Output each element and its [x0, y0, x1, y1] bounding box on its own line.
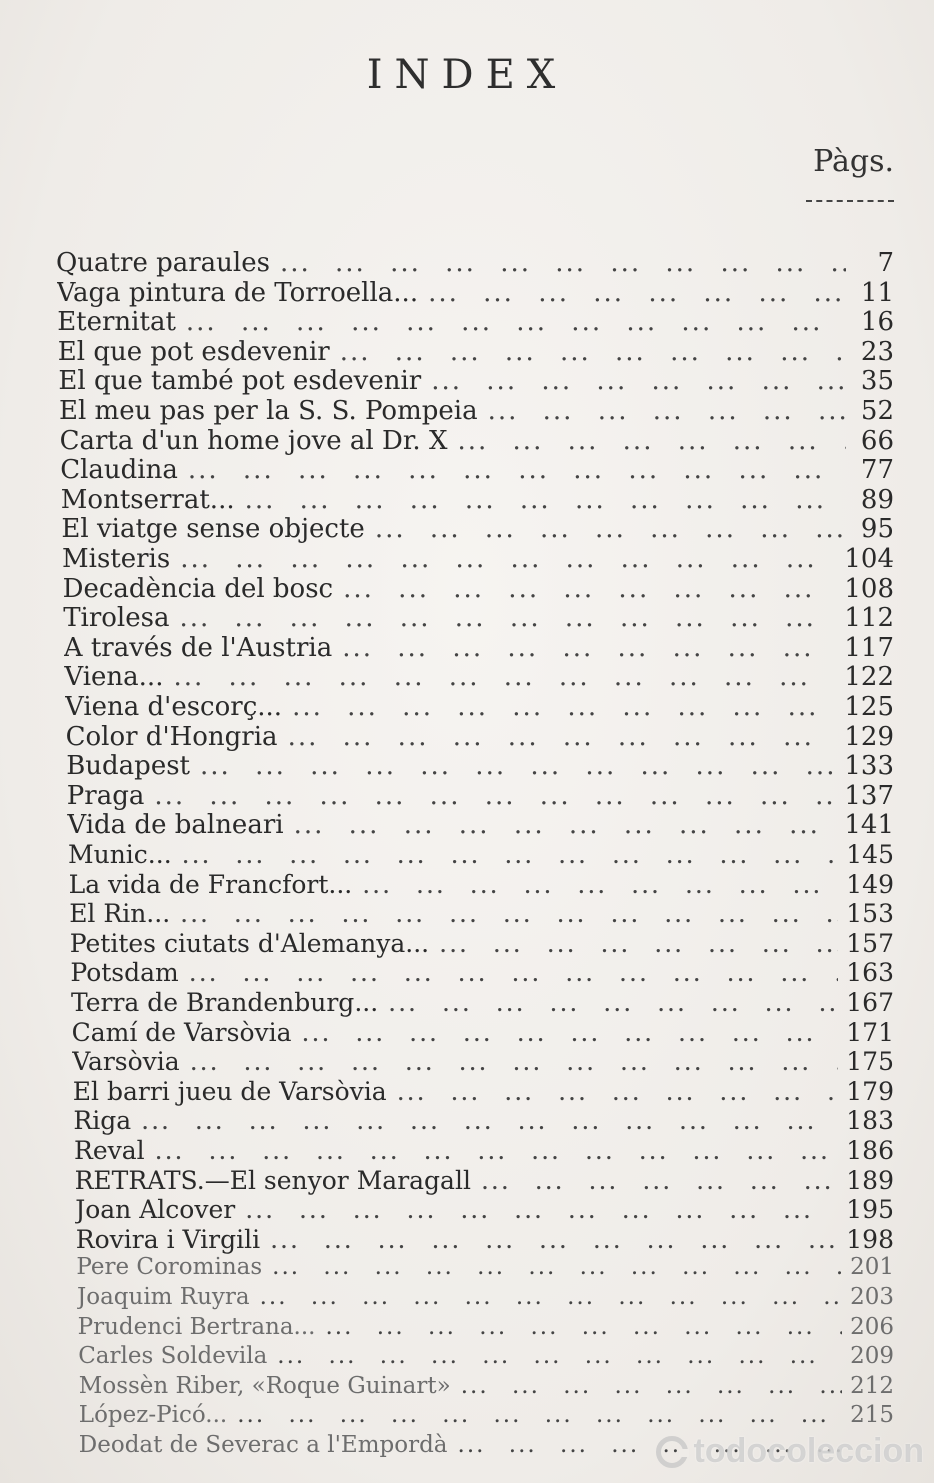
- toc-entry: [66, 722, 894, 752]
- toc-entry-title: El que pot esdevenir: [57, 336, 330, 367]
- todocoleccion-logo-icon: [656, 1436, 688, 1468]
- toc-entry-title: Vida de balneari: [67, 810, 284, 841]
- toc-entry-title: Decadència del bosc: [62, 573, 334, 604]
- toc-leader-dots: [180, 899, 838, 928]
- toc-leader-dots: [488, 396, 846, 426]
- toc-leader-dots: [277, 1343, 842, 1369]
- toc-entry: [57, 278, 894, 308]
- toc-entry-page-number: 203: [850, 1284, 894, 1310]
- toc-entry-title: Reval: [74, 1136, 145, 1165]
- toc-entry-title: A través de l'Austria: [63, 632, 333, 663]
- toc-entry: [70, 958, 894, 987]
- toc-leader-dots: [141, 1106, 838, 1135]
- toc-leader-dots: [397, 1077, 839, 1106]
- toc-leader-dots: [154, 781, 836, 811]
- toc-entry: [67, 781, 894, 811]
- toc-leader-dots: [326, 1314, 843, 1340]
- toc-entry-title: Montserrat...: [60, 484, 235, 515]
- toc-entry-page-number: 149: [846, 869, 894, 899]
- toc-entry: [73, 1106, 894, 1135]
- toc-leader-dots: [182, 840, 839, 869]
- toc-leader-dots: [179, 603, 836, 633]
- toc-entry-page-number: 7: [877, 248, 894, 278]
- toc-entry-page-number: 153: [846, 899, 894, 929]
- toc-leader-dots: [343, 574, 836, 604]
- toc-entry-title: López-Picó...: [78, 1402, 228, 1429]
- toc-entry: [75, 1166, 894, 1195]
- toc-entry-title: Praga: [66, 780, 145, 811]
- toc-leader-dots: [260, 1284, 842, 1310]
- toc-entry-title: Munic...: [68, 840, 172, 869]
- toc-entry-page-number: 145: [846, 840, 894, 869]
- toc-entry-title: Eternitat: [57, 307, 176, 338]
- toc-entry-title: Misteris: [62, 544, 171, 574]
- toc-entry-page-number: 212: [850, 1372, 894, 1399]
- toc-entry-page-number: 35: [860, 366, 894, 397]
- toc-entry-page-number: 186: [846, 1136, 894, 1165]
- toc-entry-title: Mossèn Riber, «Roque Guinart»: [78, 1372, 451, 1399]
- toc-entry: [56, 248, 894, 278]
- toc-leader-dots: [362, 870, 838, 899]
- toc-entry-page-number: 104: [844, 544, 894, 574]
- toc-entry-title: Potsdam: [70, 958, 179, 988]
- toc-entry-page-number: 23: [860, 336, 894, 367]
- toc-leader-dots: [388, 988, 838, 1017]
- toc-entry-page-number: 209: [850, 1343, 894, 1370]
- toc-entry-title: El meu pas per la S. S. Pompeia: [59, 396, 478, 426]
- toc-entry: [71, 988, 894, 1017]
- toc-entry-title: Budapest: [66, 751, 191, 782]
- toc-entry-page-number: 122: [844, 662, 894, 693]
- toc-leader-dots: [288, 722, 837, 752]
- toc-entry: [66, 751, 894, 781]
- toc-entry-title: Joaquim Ruyra: [77, 1284, 250, 1310]
- toc-entry: [64, 662, 894, 692]
- toc-entry-title: El Rin...: [69, 899, 171, 929]
- toc-entry-title: Claudina: [60, 455, 178, 486]
- toc-leader-dots: [155, 1136, 839, 1165]
- toc-entry: [69, 870, 894, 899]
- toc-leader-dots: [302, 1018, 839, 1047]
- toc-leader-dots: [237, 1402, 842, 1428]
- toc-entry-title: Color d'Hongria: [65, 721, 278, 752]
- toc-leader-dots: [431, 366, 846, 396]
- toc-entry: [70, 929, 894, 958]
- toc-leader-dots: [428, 278, 846, 308]
- toc-entry: [57, 307, 894, 337]
- toc-entry: [78, 1343, 894, 1369]
- toc-leader-dots: [188, 455, 846, 485]
- toc-leader-dots: [245, 1195, 838, 1224]
- toc-entry: [79, 1402, 894, 1428]
- toc-entry-page-number: 201: [850, 1254, 894, 1281]
- toc-entry-page-number: 108: [844, 573, 894, 604]
- toc-entry: [58, 366, 894, 396]
- toc-entry-title: Deodat de Severac a l'Empordà: [78, 1432, 448, 1458]
- toc-leader-dots: [481, 1166, 838, 1195]
- toc-leader-dots: [375, 514, 846, 544]
- toc-entry-title: Prudenci Bertrana...: [77, 1313, 316, 1340]
- watermark: [656, 1432, 924, 1471]
- toc-entry-page-number: 215: [850, 1402, 894, 1429]
- toc-entry-page-number: 157: [846, 928, 894, 958]
- toc-entry-title: Viena d'escorç...: [65, 692, 283, 722]
- toc-leader-dots: [245, 485, 846, 515]
- toc-entry-page-number: 206: [850, 1313, 894, 1340]
- toc-leader-dots: [439, 929, 838, 958]
- toc-entry: [76, 1254, 894, 1280]
- toc-entry-page-number: 16: [860, 307, 894, 338]
- toc-entry-page-number: 52: [860, 396, 894, 426]
- toc-entry-title: El viatge sense objecte: [61, 514, 365, 545]
- toc-leader-dots: [173, 662, 836, 692]
- toc-entry: [58, 337, 894, 367]
- toc-entry-page-number: 175: [846, 1047, 894, 1077]
- toc-leader-dots: [292, 692, 836, 722]
- toc-entry: [61, 514, 894, 544]
- watermark-text: todocoleccion: [693, 1432, 924, 1470]
- toc-entry-page-number: 137: [844, 780, 894, 811]
- toc-leader-dots: [457, 426, 846, 456]
- toc-entry: [61, 485, 894, 515]
- toc-entry: [76, 1225, 894, 1254]
- toc-entry-title: La vida de Francfort...: [68, 869, 353, 899]
- toc-entry: [77, 1284, 894, 1310]
- toc-entry: [60, 426, 894, 456]
- toc-leader-dots: [280, 248, 846, 278]
- toc-leader-dots: [200, 751, 836, 781]
- toc-entry-page-number: 125: [844, 692, 894, 722]
- toc-entry: [79, 1373, 894, 1399]
- toc-entry-title: El barri jueu de Varsòvia: [72, 1076, 387, 1106]
- toc-entry-page-number: 179: [846, 1076, 894, 1106]
- toc-entry: [75, 1195, 894, 1224]
- toc-entry-page-number: 66: [860, 425, 894, 456]
- toc-entry-page-number: 117: [844, 632, 894, 663]
- toc-entry: [65, 692, 894, 722]
- pages-column-header: Pàgs.: [813, 144, 894, 179]
- toc-entry-page-number: 198: [846, 1224, 894, 1254]
- toc-entry: [74, 1136, 894, 1165]
- toc-entry: [62, 544, 894, 574]
- toc-entry-page-number: 11: [860, 277, 894, 308]
- toc-leader-dots: [342, 633, 836, 663]
- toc-entry-title: Riga: [73, 1106, 132, 1136]
- toc-entry: [69, 899, 894, 928]
- toc-leader-dots: [272, 1254, 842, 1280]
- toc-entry-title: Petites ciutats d'Alemanya...: [69, 928, 430, 958]
- toc-entry-page-number: 183: [846, 1106, 894, 1136]
- table-of-contents: [0, 232, 934, 1458]
- toc-entry-page-number: 129: [844, 721, 894, 752]
- toc-entry: [67, 810, 894, 840]
- toc-leader-dots: [189, 958, 839, 987]
- toc-leader-dots: [190, 1047, 839, 1076]
- toc-entry: [63, 603, 894, 633]
- toc-entry: [60, 455, 894, 485]
- toc-entry-page-number: 77: [860, 455, 894, 486]
- toc-entry-title: Terra de Brandenburg...: [71, 988, 379, 1017]
- toc-entry: [59, 396, 894, 426]
- toc-entry-page-number: 171: [846, 1017, 894, 1047]
- toc-entry-title: Quatre paraules: [56, 248, 270, 278]
- toc-leader-dots: [461, 1373, 842, 1399]
- toc-entry-title: Vaga pintura de Torroella...: [56, 277, 419, 308]
- toc-entry-title: RETRATS.—El senyor Maragall: [74, 1165, 471, 1195]
- toc-entry-title: Varsòvia: [72, 1047, 180, 1077]
- toc-entry: [72, 1018, 894, 1047]
- toc-leader-dots: [294, 810, 837, 840]
- toc-entry-page-number: 189: [846, 1165, 894, 1195]
- toc-entry-page-number: 95: [860, 514, 894, 545]
- toc-leader-dots: [186, 307, 846, 337]
- toc-entry-title: Carles Soldevila: [78, 1343, 268, 1370]
- toc-entry: [78, 1314, 894, 1340]
- toc-leader-dots: [340, 337, 846, 367]
- toc-entry-page-number: 195: [846, 1195, 894, 1225]
- toc-leader-dots: [270, 1225, 838, 1254]
- pages-header-rule: [806, 200, 894, 202]
- toc-entry: [68, 840, 894, 869]
- toc-entry-title: Tirolesa: [63, 603, 170, 634]
- toc-entry-title: Camí de Varsòvia: [71, 1017, 292, 1047]
- toc-entry-title: Pere Corominas: [76, 1254, 263, 1281]
- toc-leader-dots: [180, 544, 836, 574]
- toc-entry: [72, 1047, 894, 1076]
- toc-entry-page-number: 89: [860, 484, 894, 515]
- toc-entry-title: El que també pot esdevenir: [58, 366, 422, 397]
- toc-entry-title: Rovira i Virgili: [75, 1224, 261, 1254]
- toc-entry-page-number: 133: [844, 751, 894, 782]
- toc-entry-title: Viena...: [64, 662, 164, 693]
- toc-entry: [63, 574, 894, 604]
- toc-entry-page-number: 163: [846, 958, 894, 988]
- page-title: INDEX: [366, 52, 568, 98]
- toc-entry: [73, 1077, 894, 1106]
- toc-entry-title: Joan Alcover: [75, 1195, 236, 1225]
- toc-entry-page-number: 167: [846, 988, 894, 1017]
- toc-entry-page-number: 112: [844, 603, 894, 634]
- toc-entry-page-number: 141: [844, 810, 894, 841]
- toc-entry: [64, 633, 894, 663]
- toc-entry-title: Carta d'un home jove al Dr. X: [59, 425, 448, 456]
